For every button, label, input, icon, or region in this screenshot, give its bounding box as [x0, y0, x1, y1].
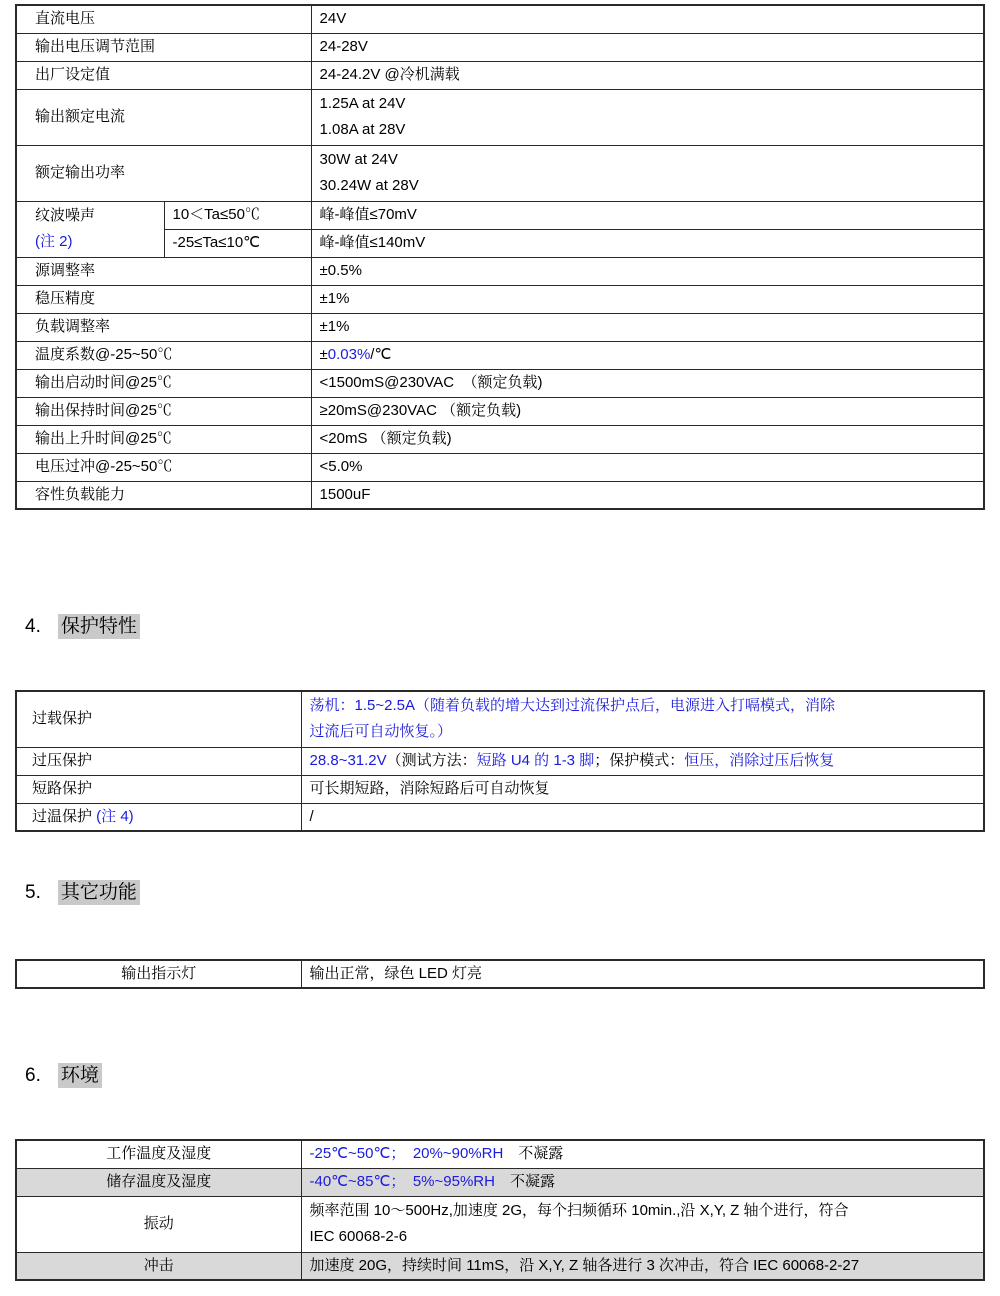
- row-label: 稳压精度: [16, 285, 311, 313]
- spec-table: [15, 4, 985, 510]
- table-row: [16, 89, 984, 145]
- value-segment-blue: 恒压，消除过压后恢复: [684, 752, 835, 769]
- value-line: 频率范围 10～500Hz,加速度 2G，每个扫频循环 10min.,沿 X,Y, Z 轴个进行，符合: [309, 1202, 849, 1219]
- row-label: 工作温度及湿度: [16, 1140, 301, 1168]
- row-value: [301, 1196, 984, 1252]
- row-value: [311, 89, 984, 145]
- value-line: 过流后可自动恢复。）: [309, 723, 453, 741]
- value-line: IEC 60068-2-6: [309, 1228, 408, 1245]
- section-4-heading: [25, 614, 140, 640]
- row-label: 振动: [16, 1196, 301, 1252]
- row-value: <5.0%: [311, 453, 984, 481]
- table-row: [16, 33, 984, 61]
- value-segment: /℃: [370, 346, 392, 363]
- row-label: 负载调整率: [16, 313, 311, 341]
- row-label: 源调整率: [16, 257, 311, 285]
- row-value: ±1%: [311, 285, 984, 313]
- row-value: 24-28V: [311, 33, 984, 61]
- row-value: [311, 341, 984, 369]
- row-label: 输出电压调节范围: [16, 33, 311, 61]
- section-number: 6.: [25, 1065, 41, 1086]
- row-value: [301, 1140, 984, 1168]
- value-segment: ±: [319, 346, 328, 363]
- section-number: 4.: [25, 616, 41, 637]
- table-row: [16, 1196, 984, 1252]
- row-value: ±1%: [311, 313, 984, 341]
- table-row: [16, 201, 984, 229]
- table-row: [16, 397, 984, 425]
- table-row: [16, 775, 984, 803]
- row-value: 1500uF: [311, 481, 984, 509]
- value-segment-blue: 短路 U4 的 1-3 脚: [476, 752, 595, 769]
- section-5-heading: [25, 880, 140, 906]
- label-line: 纹波噪声: [35, 207, 96, 224]
- row-label: 直流电压: [16, 5, 311, 33]
- value-line: 1.25A at 24V: [319, 95, 406, 112]
- table-row: [16, 61, 984, 89]
- row-label: 额定输出功率: [16, 145, 311, 201]
- row-label: 储存温度及湿度: [16, 1168, 301, 1196]
- value-segment-blue: -25℃~50℃； 20%~90%RH: [309, 1145, 504, 1163]
- value-segment: 不凝露: [494, 1173, 555, 1190]
- protection-table: [15, 690, 985, 832]
- row-value: ±0.5%: [311, 257, 984, 285]
- table-row: [16, 257, 984, 285]
- row-label: 容性负载能力: [16, 481, 311, 509]
- row-value: <20mS （额定负载): [311, 425, 984, 453]
- environment-table: [15, 1139, 985, 1281]
- row-value: 24-24.2V @冷机满载: [311, 61, 984, 89]
- row-label: 过载保护: [16, 691, 301, 747]
- table-row: [16, 453, 984, 481]
- label-segment: 过温保护: [32, 807, 97, 825]
- row-label: 输出启动时间@25℃: [16, 369, 311, 397]
- row-value: 峰-峰值≤70mV: [311, 201, 984, 229]
- row-label: 短路保护: [16, 775, 301, 803]
- row-label: 输出指示灯: [16, 960, 301, 988]
- value-segment: 不凝露: [503, 1145, 564, 1163]
- condition-cell: 10＜Ta≤50℃: [164, 201, 311, 229]
- value-segment-blue: 28.8~31.2V: [309, 752, 387, 769]
- other-functions-table: [15, 959, 985, 989]
- row-label: 温度系数@-25~50℃: [16, 341, 311, 369]
- row-value: ≥20mS@230VAC （额定负载): [311, 397, 984, 425]
- table-row: [16, 481, 984, 509]
- table-row: [16, 691, 984, 747]
- table-row: [16, 369, 984, 397]
- section-number: 5.: [25, 882, 41, 903]
- table-row: [16, 747, 984, 775]
- table-row: [16, 145, 984, 201]
- value-segment-blue: -40℃~85℃； 5%~95%RH: [309, 1173, 495, 1190]
- note-ref: (注 2): [35, 233, 73, 250]
- value-line: 30W at 24V: [319, 151, 398, 168]
- section-title: 其它功能: [58, 880, 140, 905]
- row-label: 输出上升时间@25℃: [16, 425, 311, 453]
- section-title: 环境: [58, 1063, 102, 1088]
- row-label: 冲击: [16, 1252, 301, 1280]
- row-label: 过压保护: [16, 747, 301, 775]
- row-label: 电压过冲@-25~50℃: [16, 453, 311, 481]
- row-label: 输出保持时间@25℃: [16, 397, 311, 425]
- note-ref: (注 4): [96, 807, 134, 825]
- row-value: 峰-峰值≤140mV: [311, 229, 984, 257]
- value-line: 30.24W at 28V: [319, 177, 419, 194]
- table-row: [16, 285, 984, 313]
- row-value: [301, 747, 984, 775]
- condition-cell: -25≤Ta≤10℃: [164, 229, 311, 257]
- table-row: [16, 5, 984, 33]
- value-segment-blue: 0.03%: [327, 346, 371, 363]
- table-row: [16, 1140, 984, 1168]
- value-line: 荡机：1.5~2.5A（随着负载的增大达到过流保护点后，电源进入打嗝模式，消除: [309, 697, 835, 715]
- row-value: 输出正常，绿色 LED 灯亮: [301, 960, 984, 988]
- row-label: [16, 201, 164, 257]
- table-row: [16, 313, 984, 341]
- row-value: [301, 691, 984, 747]
- row-label: 输出额定电流: [16, 89, 311, 145]
- row-value: 可长期短路，消除短路后可自动恢复: [301, 775, 984, 803]
- row-value: [301, 1168, 984, 1196]
- table-row: [16, 960, 984, 988]
- section-6-heading: [25, 1063, 102, 1089]
- table-row: [16, 341, 984, 369]
- row-value: [311, 145, 984, 201]
- section-title: 保护特性: [58, 614, 140, 639]
- value-line: 1.08A at 28V: [319, 121, 406, 138]
- table-row: [16, 803, 984, 831]
- row-value: /: [301, 803, 984, 831]
- row-value: 加速度 20G，持续时间 11mS，沿 X,Y, Z 轴各进行 3 次冲击，符合 IEC 60068-2-27: [301, 1252, 984, 1280]
- table-row: [16, 425, 984, 453]
- row-label: [16, 803, 301, 831]
- value-segment: （测试方法：: [386, 752, 477, 769]
- row-label: 出厂设定值: [16, 61, 311, 89]
- table-row: [16, 1252, 984, 1280]
- row-value: <1500mS@230VAC （额定负载): [311, 369, 984, 397]
- row-value: 24V: [311, 5, 984, 33]
- value-segment: ；保护模式：: [594, 752, 685, 769]
- table-row: [16, 1168, 984, 1196]
